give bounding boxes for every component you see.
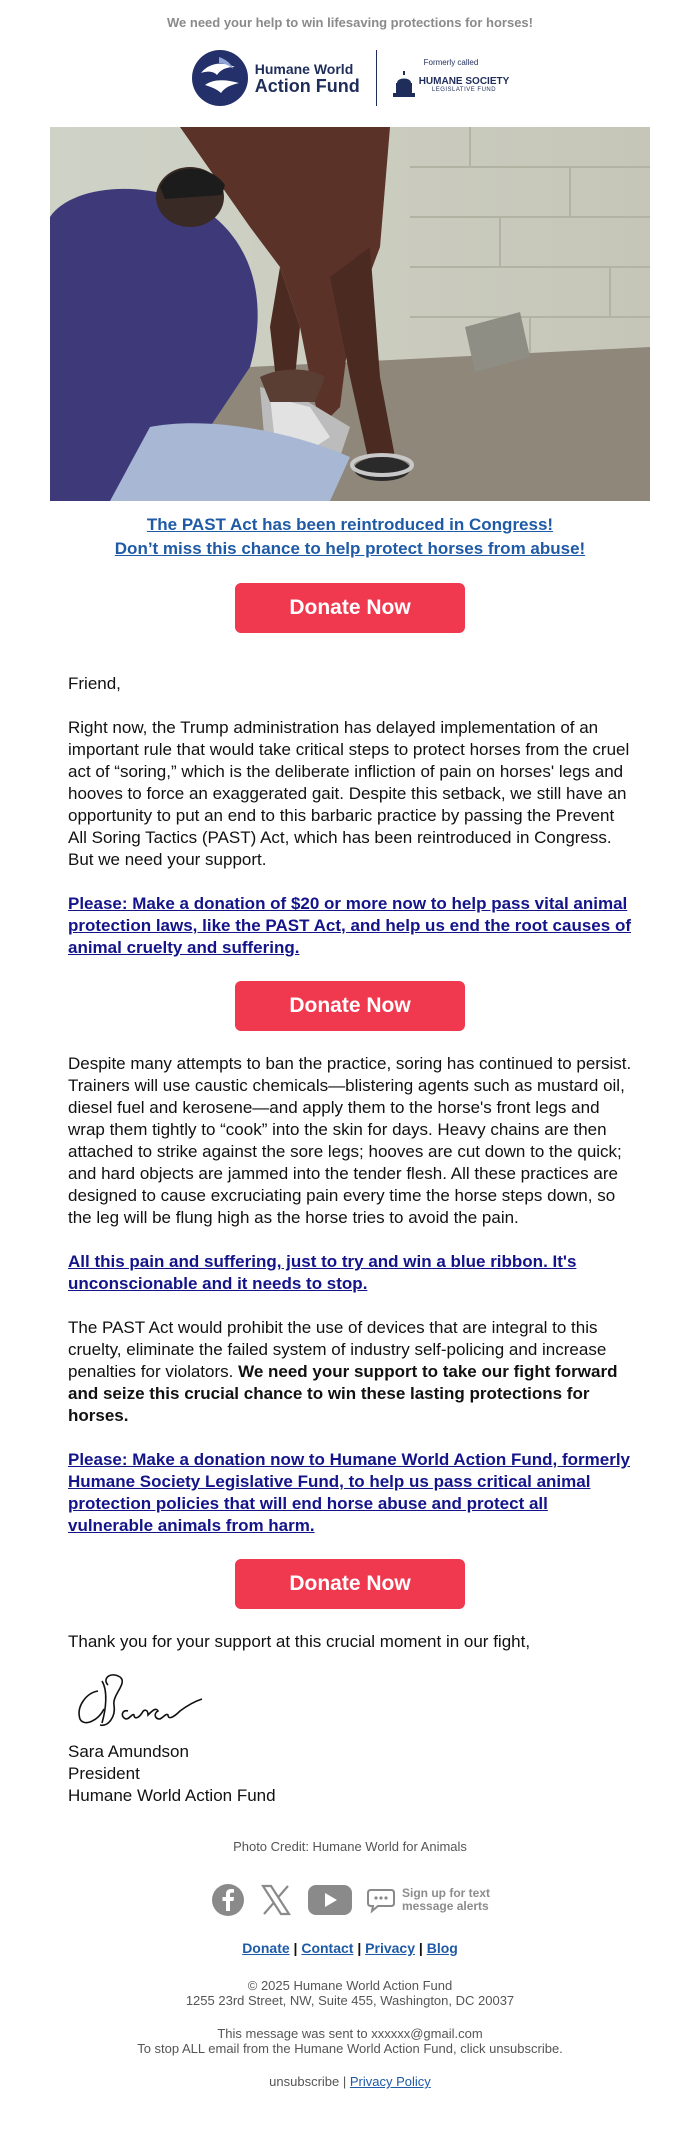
paragraph-2: Despite many attempts to ban the practice, soring has continued to persist. Trainers will use caustic chemicals—blistering agents such as mustard oil, diesel fuel and kerosene—and apply them to the horse's front legs and wrap them tightly to “cook” into the skin for days. Heavy chains are then attached to strike against the sore legs; hooves are cut down to the quick; and hard objects are jammed into the tender flesh. All these practices are designed to cause excruciating pain every time the horse steps down, so the leg will be flung high as the horse tries to avoid the pain. [68,1054,632,1227]
footer-link-blog[interactable]: Blog [426,1940,458,1956]
capitol-icon [393,71,415,97]
org-line2: Action Fund [254,75,360,96]
preheader-text: We need your help to win lifesaving protections for horses! [167,15,533,30]
donate-button-2[interactable]: Donate Now [235,981,465,1031]
chat-icon [366,1885,396,1915]
headline-link-1[interactable]: The PAST Act has been reintroduced in Congress! [146,515,554,534]
paragraph-3 [68,1317,632,1427]
sent-to: This message was sent to xxxxxx@gmail.com [217,2026,483,2041]
former-org-sub: LEGISLATIVE FUND [431,86,497,93]
footer-link-contact[interactable]: Contact [301,1940,354,1956]
closing-line: Thank you for your support at this crucial moment in our fight, [68,1632,531,1651]
footer-link-donate[interactable]: Donate [242,1940,290,1956]
cta-link-2[interactable]: All this pain and suffering, just to try and win a blue ribbon. It's unconscionable and it needs to stop. [68,1252,577,1293]
signer-name: Sara Amundson [68,1742,189,1761]
donate-button-1[interactable]: Donate Now [235,583,465,633]
copyright: © 2025 Humane World Action Fund [247,1978,453,1993]
horse-soring-photo-icon [50,127,650,501]
footer [0,1839,700,2089]
donate-button-wrap-1 [0,583,700,633]
facebook-icon[interactable] [210,1882,246,1918]
footer-link-privacy[interactable]: Privacy [365,1940,415,1956]
headline [0,513,700,561]
handwritten-signature-icon [68,1661,208,1741]
logo-divider [376,50,377,106]
org-line1: Humane World [254,60,354,77]
email-body-2 [68,1053,632,1537]
paragraph-1: Right now, the Trump administration has delayed implementation of an important rule that would take critical steps to protect horses from the cruel act of “soring,” which is the deliberate infliction of pain on horses' legs and hooves to force an exaggerated gait. Despite this setback, we still have an opportunity to put an end to this barbaric practice by passing the Prevent All Soring Tactics (PAST) Act, which has been reintroduced in Congress. But we need your support. [68,718,630,869]
greeting: Friend, [68,674,121,693]
text-alerts-label [402,1887,490,1913]
donate-button-3[interactable]: Donate Now [235,1559,465,1609]
logo-header [0,40,700,115]
text-alerts-line1: Sign up for text [402,1886,490,1900]
text-alerts-line2: message alerts [402,1899,489,1913]
unsubscribe-row: unsubscribe | Privacy Policy [269,2074,431,2089]
former-name-logo [393,58,510,97]
headline-link-2[interactable]: Don’t miss this chance to help protect horses from abuse! [114,539,586,558]
privacy-policy-link[interactable]: Privacy Policy [349,2074,431,2089]
hero-image[interactable] [50,127,650,501]
globe-birds-icon [191,49,249,107]
former-org-name: HUMANE SOCIETY [418,75,510,87]
formerly-label: Formerly called [423,58,479,67]
x-icon[interactable] [258,1882,294,1918]
paragraph-3-text: The PAST Act would prohibit the use of devices that are integral to this cruelty, eliminate the failed system of industry self-policing and increase penalties for violators. [68,1318,607,1381]
cta-link-1[interactable]: Please: Make a donation of $20 or more now to help pass vital animal protection laws, like the PAST Act, and help us end the root causes of animal cruelty and suffering. [68,894,631,957]
signature-image [68,1661,632,1741]
unsubscribe-link[interactable]: unsubscribe [269,2074,340,2089]
text-alerts-signup[interactable] [366,1885,490,1915]
cta-link-3[interactable]: Please: Make a donation now to Humane World Action Fund, formerly Humane Society Legislative Fund, to help us pass critical animal protection policies that will end horse abuse and protect all vulnerable animals from harm. [68,1450,631,1535]
address: 1255 23rd Street, NW, Suite 455, Washington, DC 20037 [185,1993,515,2008]
photo-credit: Photo Credit: Humane World for Animals [233,1839,467,1854]
social-links [0,1882,700,1918]
donate-button-wrap-2 [0,981,700,1031]
signer-title: President [68,1764,140,1783]
humane-world-wordmark [255,61,360,95]
signature-block [68,1631,632,1807]
paragraph-3-bold: We need your support to take our fight forward and seize this crucial chance to win these lasting protections for horses. [68,1362,618,1425]
humane-world-logo[interactable] [191,49,360,107]
signer-org: Humane World Action Fund [68,1786,276,1805]
donate-button-wrap-3 [0,1559,700,1609]
youtube-icon[interactable] [306,1882,354,1918]
email-body [68,673,632,959]
footer-links: Donate | Contact | Privacy | Blog [242,1940,458,1956]
stop-email-note: To stop ALL email from the Humane World Action Fund, click unsubscribe. [137,2041,563,2056]
